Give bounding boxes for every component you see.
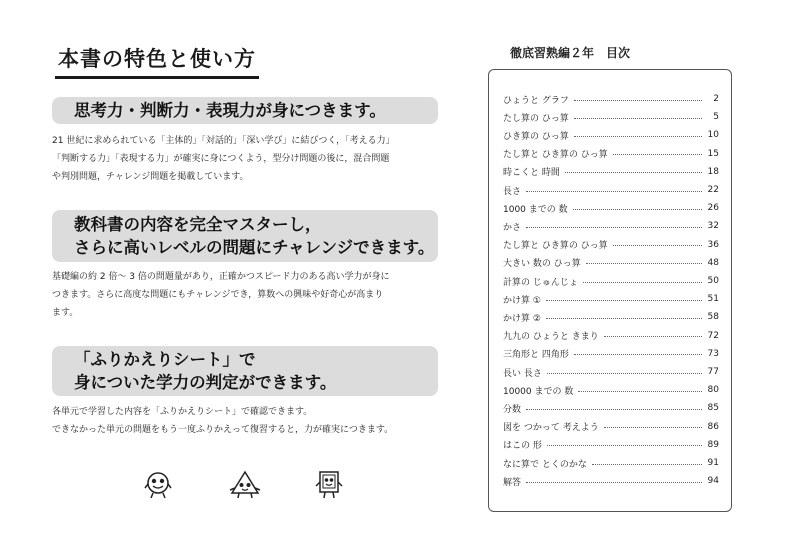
triangle-mascot-icon <box>229 470 261 500</box>
toc-entry-page: 10 <box>707 130 719 141</box>
toc-entry-page: 2 <box>713 94 719 104</box>
toc-entry-label: 1000 までの 数 <box>503 204 568 215</box>
body-line: つきます。さらに高度な問題にもチャレンジでき，算数への興味や好奇心が高まり <box>52 290 384 300</box>
toc-entry <box>503 436 719 454</box>
heading-line: さらに高いレベルの問題にチャレンジできます。 <box>74 238 435 257</box>
body-line: ます。 <box>52 308 79 318</box>
toc-leader-dots <box>546 300 702 301</box>
toc-leader-dots <box>613 154 702 155</box>
toc-leader-dots <box>604 336 702 337</box>
toc-entry-label: なに算で とくのかな <box>503 459 587 470</box>
section-2-heading <box>52 210 438 262</box>
toc-entry-label: 10000 までの 数 <box>503 386 574 397</box>
toc-entry-page: 77 <box>707 367 719 377</box>
toc-entry-label: はこの 形 <box>503 441 542 452</box>
toc-entry <box>503 308 719 326</box>
toc-entry-label: かさ <box>503 222 522 233</box>
toc-leader-dots <box>547 445 702 446</box>
toc-entry-label: 長さ <box>503 186 522 197</box>
section-3-body <box>52 403 452 439</box>
toc-leader-dots <box>547 373 702 374</box>
heading-line: 思考力・判断力・表現力が身につきます。 <box>74 101 386 120</box>
toc-entry <box>503 454 719 472</box>
toc-entry-page: 18 <box>707 166 719 177</box>
toc-entry-page: 94 <box>707 476 719 487</box>
toc-leader-dots <box>526 482 702 483</box>
toc-entry-page: 89 <box>707 439 719 450</box>
toc-leader-dots <box>583 282 702 283</box>
toc-entry <box>503 254 719 272</box>
toc-entry-label: ひき算の ひっ算 <box>503 131 569 142</box>
toc-entry-label: 長い 長さ <box>503 368 542 379</box>
heading-line: 教科書の内容を完全マスターし， <box>74 215 322 234</box>
square-mascot-icon <box>314 470 344 500</box>
toc-entry-label: 三角形と 四角形 <box>503 350 569 361</box>
toc-entry-label: 九九の ひょうと きまり <box>503 332 599 343</box>
toc-entry-label: 計算の じゅんじょ <box>503 277 578 288</box>
toc-leader-dots <box>574 100 702 101</box>
toc-entry-page: 48 <box>707 257 719 268</box>
toc-entry-page: 58 <box>707 312 719 323</box>
toc-entry <box>503 181 719 199</box>
toc-leader-dots <box>526 227 702 228</box>
toc-entry-page: 86 <box>707 421 719 432</box>
body-line: できなかった単元の問題をもう一度ふりかえって復習すると，力が確実につきます。 <box>52 425 394 435</box>
section-2-body <box>52 268 452 322</box>
toc-entry-label: ひょうと グラフ <box>503 95 569 106</box>
toc-leader-dots <box>546 318 702 319</box>
toc-entry-page: 32 <box>707 221 719 232</box>
body-line: や判別問題，チャレンジ問題を掲載しています。 <box>52 172 249 182</box>
toc-entry <box>503 272 719 290</box>
toc-leader-dots <box>565 172 702 173</box>
toc-entry <box>503 345 719 363</box>
toc-entry-page: 50 <box>707 276 719 286</box>
toc-entry <box>503 363 719 381</box>
toc-entry <box>503 236 719 254</box>
toc-entry <box>503 418 719 436</box>
toc-entry-page: 22 <box>707 185 719 195</box>
toc-entry-page: 15 <box>707 148 719 159</box>
toc-entry <box>503 90 719 108</box>
toc-entry-page: 73 <box>707 348 719 359</box>
toc-entry <box>503 163 719 181</box>
body-line: 基礎編の約 2 倍～ 3 倍の問題量があり，正確かつスピード力のある高い学力が身に <box>52 272 390 282</box>
body-line: 21 世紀に求められている「主体的」「対話的」「深い学び」に結びつく，「考える力」 <box>52 136 395 146</box>
section-1-heading <box>52 97 438 124</box>
toc-entry-label: たし算と ひき算の ひっ算 <box>503 241 608 252</box>
section-1-body <box>52 132 452 186</box>
toc-entry <box>503 145 719 163</box>
toc-entry <box>503 472 719 490</box>
toc-leader-dots <box>578 391 702 392</box>
toc-entry <box>503 399 719 417</box>
toc-leader-dots <box>592 464 702 465</box>
toc-entry-label: 大きい 数の ひっ算 <box>503 259 581 270</box>
toc-leader-dots <box>574 136 702 137</box>
toc-title: 徹底習熟編２年 目次 <box>510 46 631 60</box>
body-line: 各単元で学習した内容を「ふりかえりシート」で確認できます。 <box>52 407 313 417</box>
toc-leader-dots <box>574 118 702 119</box>
toc-leader-dots <box>604 427 702 428</box>
toc-leader-dots <box>574 354 702 355</box>
toc-entry-page: 51 <box>707 294 719 305</box>
toc-leader-dots <box>586 263 702 264</box>
toc-entry <box>503 199 719 217</box>
section-3-heading <box>52 346 438 396</box>
toc-entry-label: 図を つかって 考えよう <box>503 423 599 434</box>
toc-entry-page: 72 <box>707 330 719 341</box>
main-title: 本書の特色と使い方 <box>55 43 259 79</box>
toc-entry-label: かけ算 ① <box>503 295 541 306</box>
toc-entry-page: 26 <box>707 203 719 214</box>
toc-entry-label: 分数 <box>503 404 522 415</box>
toc-entry <box>503 381 719 399</box>
toc-leader-dots <box>573 209 702 210</box>
heading-line: 「ふりかえりシート」で <box>74 350 256 369</box>
round-face-mascot-icon <box>143 470 173 500</box>
toc-entry-page: 5 <box>713 112 719 123</box>
toc-entry <box>503 327 719 345</box>
toc-entry-page: 91 <box>707 458 719 468</box>
toc-leader-dots <box>526 409 702 410</box>
toc-entry-label: たし算と ひき算の ひっ算 <box>503 150 608 161</box>
toc-entry-label: 解答 <box>503 477 522 488</box>
toc-entry <box>503 108 719 126</box>
toc-entry <box>503 290 719 308</box>
toc-entry-page: 80 <box>707 385 719 396</box>
body-line: 「判断する力」「表現する力」が確実に身につくよう，型分け問題の後に，混合問題 <box>52 154 390 164</box>
toc-entry-label: かけ算 ② <box>503 313 541 324</box>
toc-leader-dots <box>526 191 702 192</box>
toc-entry-page: 36 <box>707 239 719 250</box>
toc-entry-label: たし算の ひっ算 <box>503 113 569 124</box>
heading-line: 身についた学力の判定ができます。 <box>74 373 337 392</box>
toc-leader-dots <box>613 245 702 246</box>
toc-entry-label: 時こくと 時間 <box>503 168 560 179</box>
toc-entry <box>503 126 719 144</box>
toc-entry-page: 85 <box>707 403 719 414</box>
toc-entry <box>503 217 719 235</box>
